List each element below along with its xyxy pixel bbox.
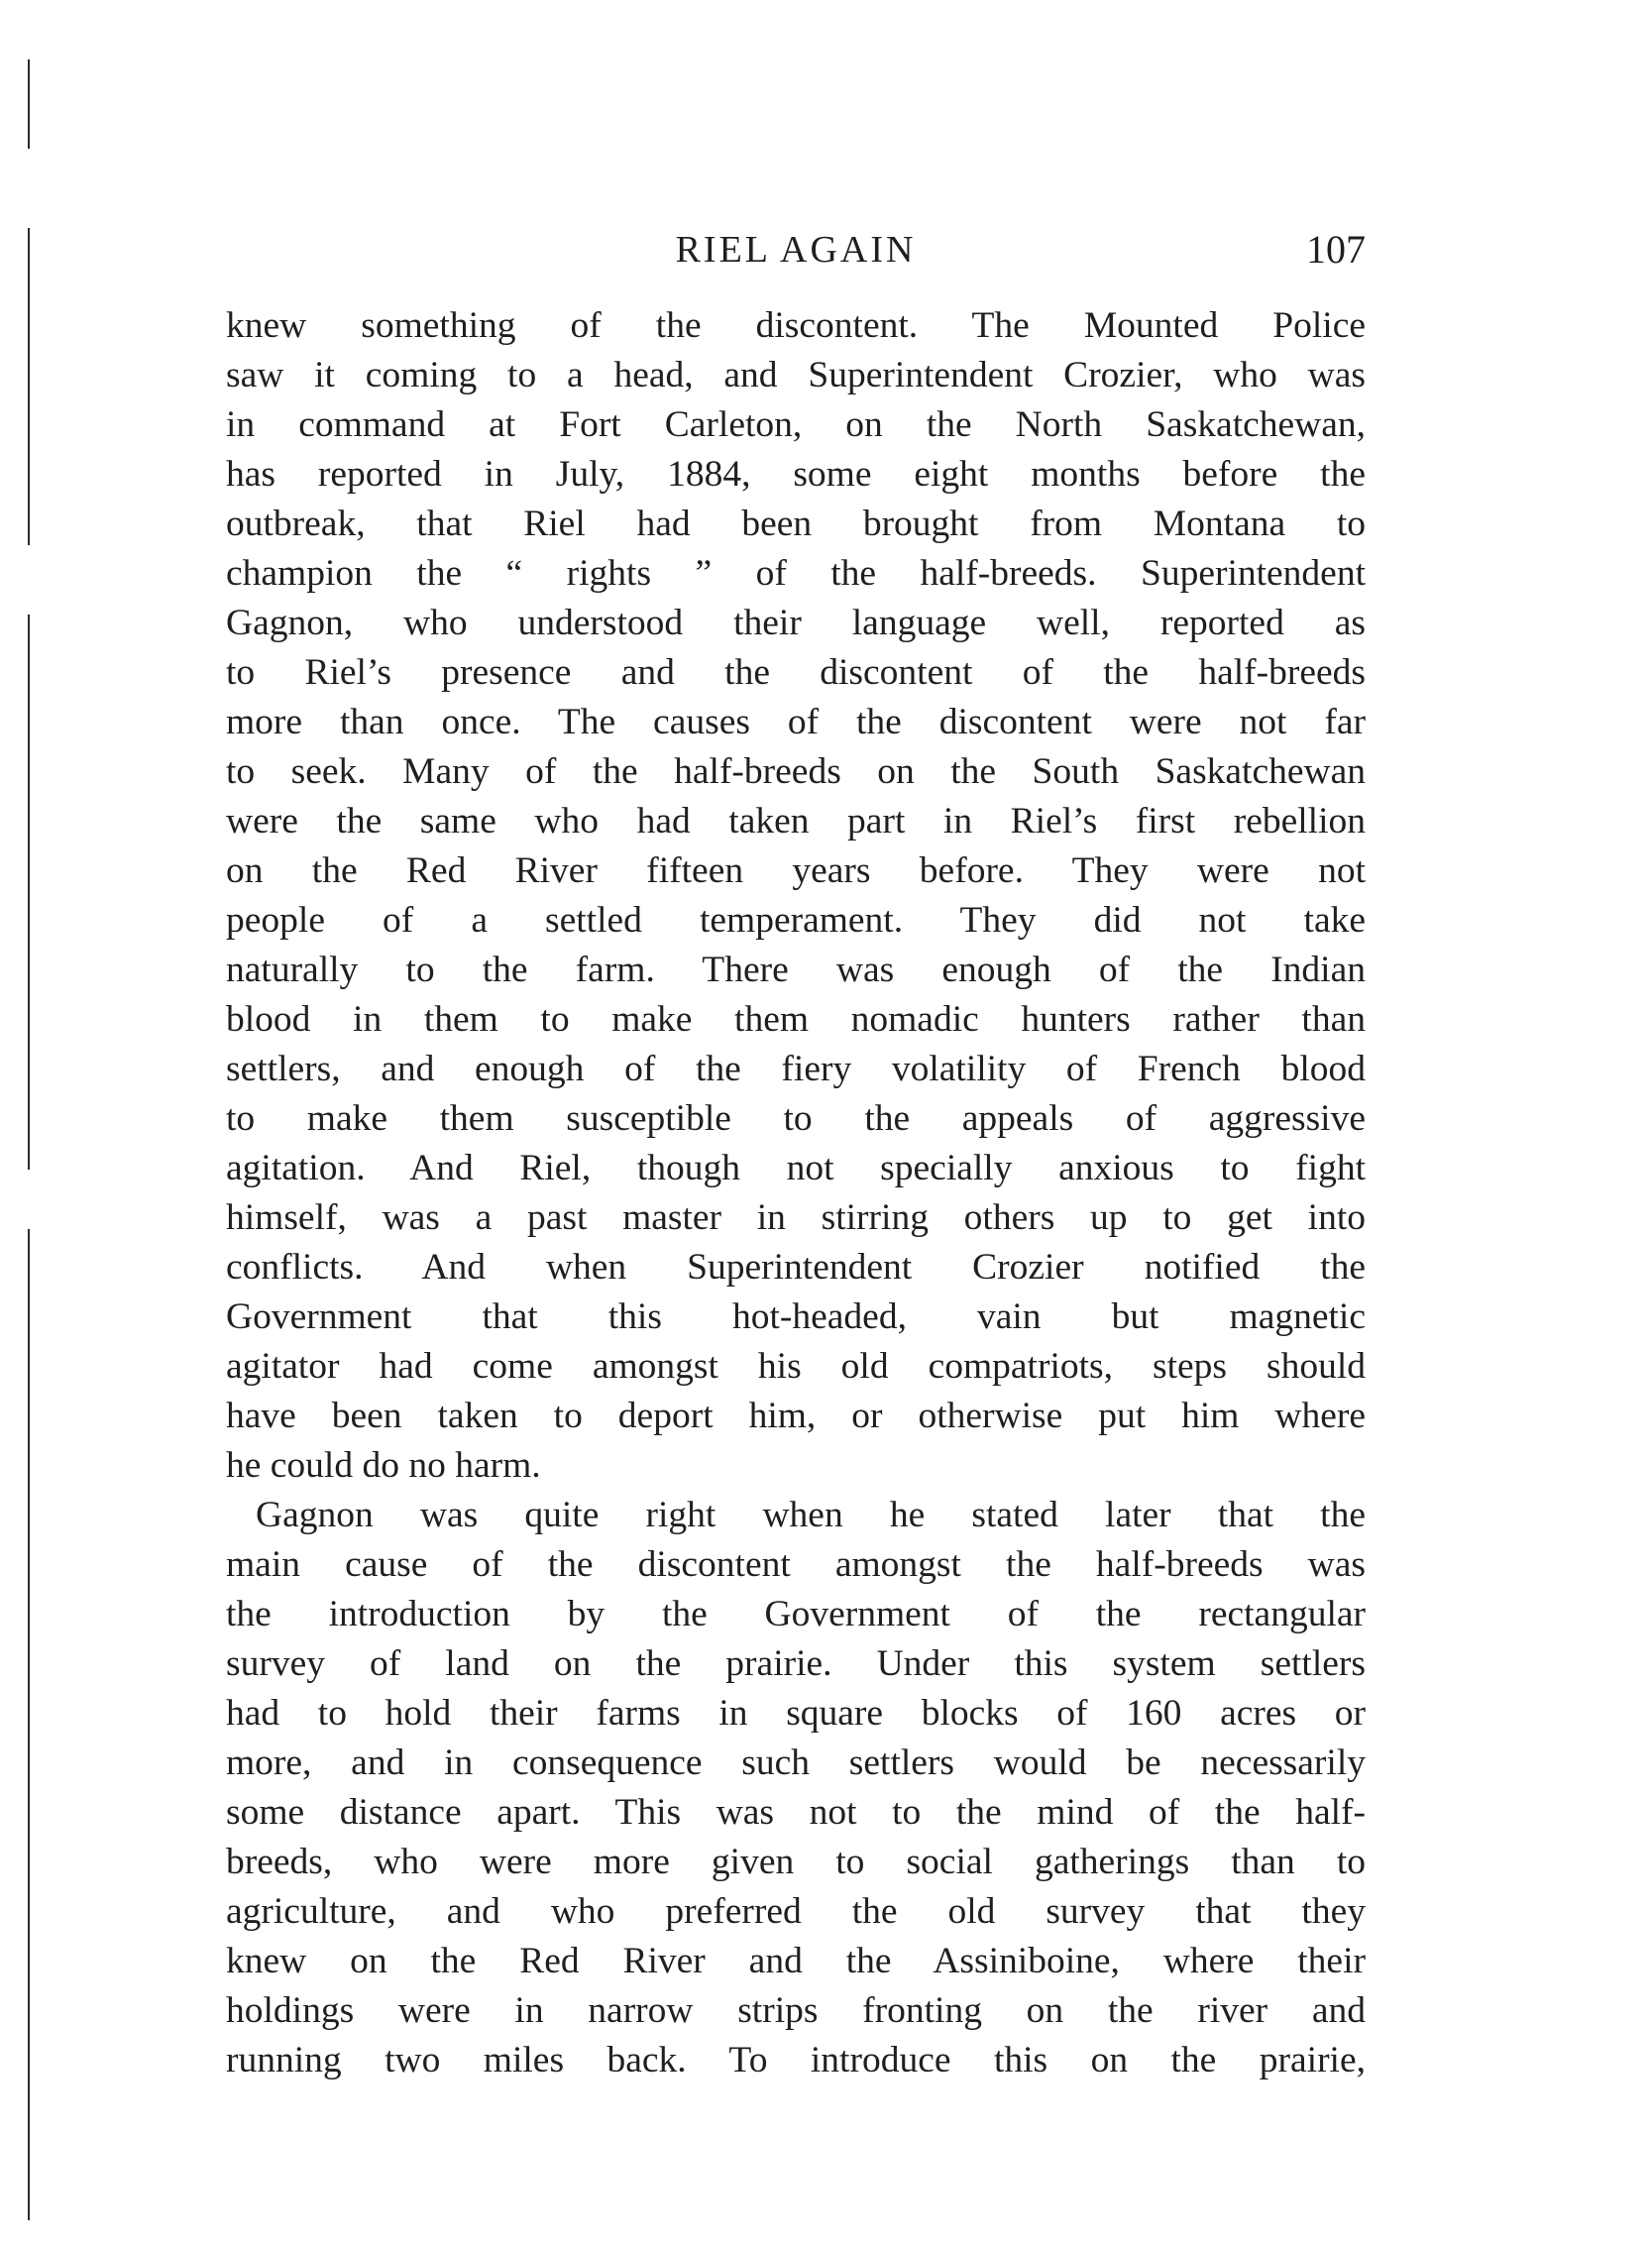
text-line: have been taken to deport him, or otherwise put him where: [226, 1396, 1366, 1436]
text-line: in command at Fort Carleton, on the North Saskatchewan,: [226, 404, 1366, 445]
text-line: survey of land on the prairie. Under this system settlers: [226, 1643, 1366, 1684]
page-number: 107: [1306, 227, 1366, 272]
text-line: the introduction by the Government of the rectangular: [226, 1594, 1366, 1634]
text-line: Gagnon was quite right when he stated later that the: [256, 1495, 1366, 1535]
text-line: to seek. Many of the half-breeds on the South Saskatchewan: [226, 751, 1366, 792]
text-line: more, and in consequence such settlers would be necessarily: [226, 1742, 1366, 1783]
text-line: saw it coming to a head, and Superintendent Crozier, who was: [226, 355, 1366, 395]
text-line: Gagnon, who understood their language well, reported as: [226, 603, 1366, 643]
text-line: running two miles back. To introduce this on the prairie,: [226, 2040, 1366, 2080]
text-line: has reported in July, 1884, some eight months before the: [226, 454, 1366, 495]
scan-edge-line: [28, 615, 30, 1170]
scan-edge-line: [28, 59, 30, 149]
text-line: he could do no harm.: [226, 1445, 541, 1486]
text-line: naturally to the farm. There was enough of the Indian: [226, 950, 1366, 990]
running-title: RIEL AGAIN: [675, 229, 917, 271]
text-line: were the same who had taken part in Riel’s first rebellion: [226, 801, 1366, 842]
text-line: to Riel’s presence and the discontent of the half-breeds: [226, 652, 1366, 693]
page-header: [226, 220, 1366, 280]
text-line: breeds, who were more given to social gatherings than to: [226, 1842, 1366, 1882]
paragraph: [226, 301, 1366, 1491]
text-line: himself, was a past master in stirring others up to get into: [226, 1197, 1366, 1238]
body-text: [226, 301, 1366, 2085]
text-line: conflicts. And when Superintendent Crozier notified the: [226, 1247, 1366, 1288]
text-line: main cause of the discontent amongst the half-breeds was: [226, 1544, 1366, 1585]
text-line: knew something of the discontent. The Mounted Police: [226, 305, 1366, 346]
text-line: to make them susceptible to the appeals of aggressive: [226, 1098, 1366, 1139]
text-line: blood in them to make them nomadic hunters rather than: [226, 999, 1366, 1040]
text-line: settlers, and enough of the fiery volatility of French blood: [226, 1049, 1366, 1089]
text-line: on the Red River fifteen years before. They were not: [226, 850, 1366, 891]
scan-edge-line: [28, 228, 30, 545]
scan-edge-line: [28, 1229, 30, 2220]
text-line: Government that this hot-headed, vain but magnetic: [226, 1296, 1366, 1337]
text-line: agitator had come amongst his old compatriots, steps should: [226, 1346, 1366, 1387]
text-line: champion the “ rights ” of the half-breeds. Superintendent: [226, 553, 1366, 594]
text-line: had to hold their farms in square blocks of 160 acres or: [226, 1693, 1366, 1734]
text-line: holdings were in narrow strips fronting on the river and: [226, 1990, 1366, 2031]
text-line: outbreak, that Riel had been brought from Montana to: [226, 504, 1366, 544]
text-line: knew on the Red River and the Assiniboine, where their: [226, 1941, 1366, 1981]
text-line: agitation. And Riel, though not specially anxious to fight: [226, 1148, 1366, 1188]
text-line: more than once. The causes of the discontent were not far: [226, 702, 1366, 742]
text-line: agriculture, and who preferred the old survey that they: [226, 1891, 1366, 1932]
text-line: people of a settled temperament. They did not take: [226, 900, 1366, 941]
paragraph: [226, 1491, 1366, 2085]
text-line: some distance apart. This was not to the mind of the half-: [226, 1792, 1366, 1833]
